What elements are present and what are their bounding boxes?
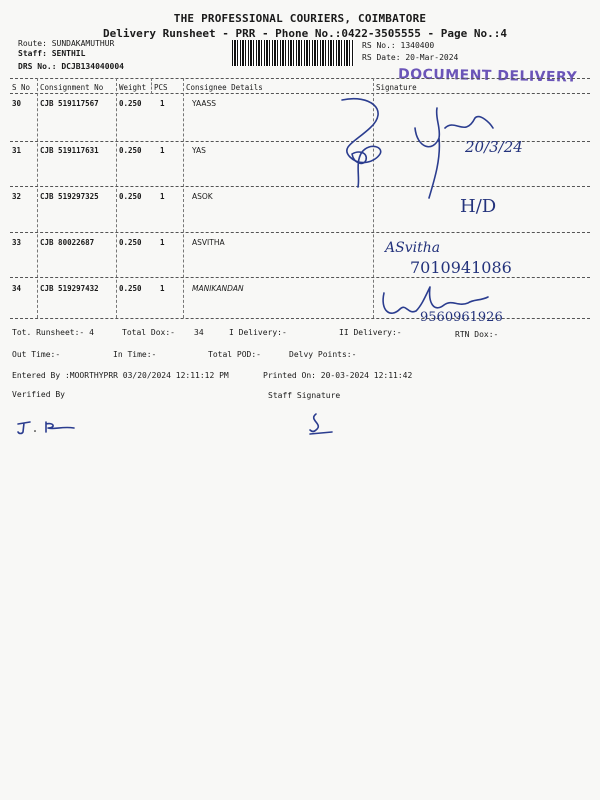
- total-pod: Total POD:-: [208, 350, 261, 359]
- row-consignee: ASVITHA: [192, 238, 225, 247]
- row-sno: 32: [12, 192, 22, 201]
- handwritten-asvitha-name: ASvitha: [385, 240, 441, 256]
- signature-scribble: [330, 92, 400, 192]
- route-label: Route: SUNDAKAMUTHUR: [18, 39, 115, 48]
- row-weight: 0.250: [119, 99, 142, 108]
- row-pcs: 1: [160, 238, 165, 247]
- row-consignment: CJB 519117567: [40, 99, 99, 108]
- row-weight: 0.250: [119, 284, 142, 293]
- barcode: [232, 40, 354, 66]
- printed-on: Printed On: 20-03-2024 12:11:42: [263, 371, 413, 380]
- divider: [10, 93, 590, 94]
- divider: [10, 232, 590, 233]
- staff-label: Staff: SENTHIL: [18, 49, 86, 58]
- col-header-consignee: Consignee Details: [186, 83, 263, 92]
- row-consignee: YAS: [192, 146, 206, 155]
- col-header-consignment: Consignment No: [40, 83, 104, 92]
- rs-date: RS Date: 20-Mar-2024: [362, 53, 459, 62]
- i-delivery: I Delivery:-: [229, 328, 287, 337]
- out-time: Out Time:-: [12, 350, 61, 359]
- total-dox-label: Total Dox:-: [122, 328, 175, 337]
- divider: [10, 318, 590, 319]
- total-runsheet: Tot. Runsheet:- 4: [12, 328, 94, 337]
- drs-number: DRS No.: DCJB134040004: [18, 62, 124, 71]
- row-consignment: CJB 80022687: [40, 238, 95, 247]
- row-consignment: CJB 519297432: [40, 284, 99, 293]
- row-pcs: 1: [160, 192, 165, 201]
- row-consignee: MANIKANDAN: [192, 284, 244, 293]
- row-weight: 0.250: [119, 146, 142, 155]
- handwritten-date: 20/3/24: [465, 138, 523, 156]
- row-sno: 31: [12, 146, 22, 155]
- divider: [10, 186, 590, 187]
- row-consignment: CJB 519117631: [40, 146, 99, 155]
- verified-by-label: Verified By: [12, 390, 65, 399]
- row-consignee: YAASS: [192, 99, 216, 108]
- staff-signature-mark: [306, 412, 336, 438]
- row-weight: 0.250: [119, 192, 142, 201]
- document-delivery-stamp: DOCUMENT DELIVERY: [397, 66, 578, 86]
- company-title: THE PROFESSIONAL COURIERS, COIMBATORE: [173, 12, 427, 25]
- divider: [10, 277, 590, 278]
- verifier-initials: [16, 418, 81, 438]
- rs-number: RS No.: 1340400: [362, 41, 435, 50]
- in-time: In Time:-: [113, 350, 157, 359]
- column-divider: [151, 78, 152, 94]
- col-header-signature: Signature: [376, 83, 417, 92]
- handwritten-hd: H/D: [460, 196, 497, 217]
- handwritten-manikandan-phone: 9560961926: [420, 310, 503, 325]
- ii-delivery: II Delivery:-: [339, 328, 402, 337]
- col-header-sno: S No: [12, 83, 31, 92]
- row-consignee: ASOK: [192, 192, 213, 201]
- row-sno: 33: [12, 238, 22, 247]
- column-divider: [183, 78, 184, 318]
- entered-by: Entered By :MOORTHYPRR 03/20/2024 12:11:12 PM: [12, 371, 229, 380]
- divider: [10, 78, 590, 79]
- col-header-weight: Weight: [119, 83, 147, 92]
- col-header-pcs: PCS: [154, 83, 168, 92]
- column-divider: [37, 78, 38, 318]
- delvy-points: Delvy Points:-: [289, 350, 357, 359]
- runsheet-subtitle: Delivery Runsheet - PRR - Phone No.:0422-3505555 - Page No.:4: [103, 27, 507, 40]
- staff-signature-label: Staff Signature: [268, 391, 341, 400]
- row-pcs: 1: [160, 284, 165, 293]
- row-consignment: CJB 519297325: [40, 192, 99, 201]
- column-divider: [116, 78, 117, 318]
- row-sno: 30: [12, 99, 22, 108]
- row-weight: 0.250: [119, 238, 142, 247]
- row-sno: 34: [12, 284, 22, 293]
- handwritten-asvitha-phone: 7010941086: [410, 258, 512, 277]
- total-dox-value: 34: [194, 328, 204, 337]
- rtn-dox: RTN Dox:-: [455, 330, 499, 339]
- row-pcs: 1: [160, 99, 165, 108]
- row-pcs: 1: [160, 146, 165, 155]
